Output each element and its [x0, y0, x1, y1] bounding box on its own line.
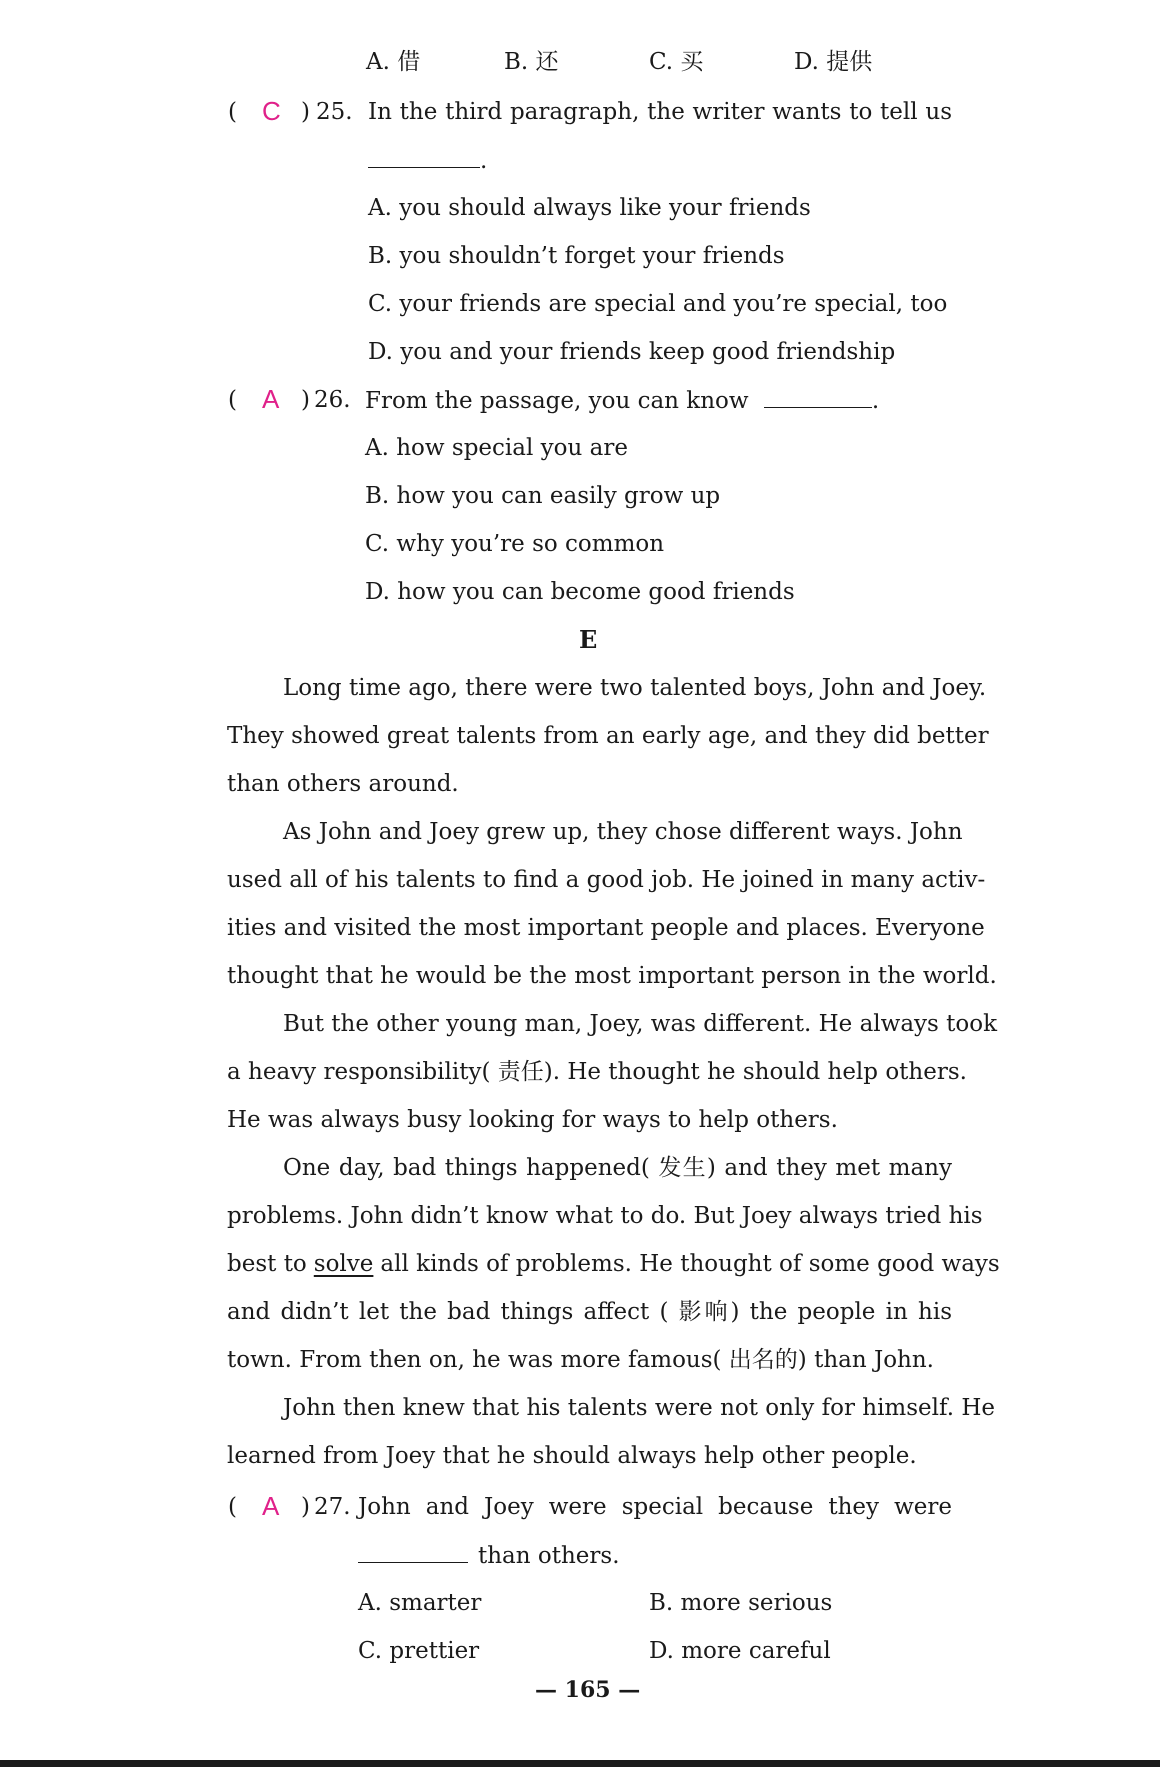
q26-stem-line — [365, 385, 879, 415]
bottom-edge-bar — [0, 1760, 1160, 1767]
passage-p1-line3: than others around. — [227, 771, 459, 797]
passage-p2-line2: used all of his talents to find a good job. He joined in many activ- — [227, 867, 986, 893]
q27-answer-blank — [358, 1540, 468, 1563]
q25-option-a: A. you should always like your friends — [368, 195, 811, 221]
q25-close-paren: ) — [301, 99, 310, 125]
passage-p2-line1: As John and Joey grew up, they chose different ways. John — [283, 819, 963, 845]
q27-option-c: C. prettier — [358, 1638, 480, 1664]
passage-p4-line4: and didn’t let the bad things affect ( 影响) the people in his — [227, 1299, 952, 1325]
q27-number: 27. — [314, 1494, 351, 1520]
passage-p4-line3 — [227, 1249, 1000, 1279]
q27-option-d: D. more careful — [649, 1638, 831, 1664]
passage-p2-line3: ities and visited the most important people and places. Everyone — [227, 915, 985, 941]
passage-p2-line4: thought that he would be the most important person in the world. — [227, 963, 997, 989]
q26-close-paren: ) — [301, 387, 310, 413]
q25-answer: C — [262, 96, 281, 126]
passage-p1-line1: Long time ago, there were two talented boys, John and Joey. — [283, 675, 987, 701]
q27-close-paren: ) — [301, 1494, 310, 1520]
q25-open-paren: ( — [228, 99, 237, 125]
q24-option-d: D. 提供 — [794, 49, 873, 75]
passage-p4-line3-before: best to — [227, 1251, 307, 1277]
q26-answer: A — [262, 384, 280, 414]
q25-blank-line — [368, 145, 487, 175]
q25-option-b: B. you shouldn’t forget your friends — [368, 243, 785, 269]
passage-p3-line2: a heavy responsibility( 责任). He thought he should help others. — [227, 1059, 967, 1085]
q25-answer-blank — [368, 145, 480, 168]
q24-option-c: C. 买 — [649, 49, 704, 75]
q26-option-a: A. how special you are — [365, 435, 628, 461]
q27-open-paren: ( — [228, 1494, 237, 1520]
q26-option-c: C. why you’re so common — [365, 531, 665, 557]
q27-answer: A — [262, 1491, 280, 1521]
q26-open-paren: ( — [228, 387, 237, 413]
q25-stem: In the third paragraph, the writer wants to tell us — [368, 99, 952, 125]
q25-option-c: C. your friends are special and you’re special, too — [368, 291, 948, 317]
q26-stem: From the passage, you can know — [365, 388, 749, 414]
q27-stem-cont: than others. — [478, 1543, 620, 1569]
q25-stem-end: . — [480, 148, 488, 174]
q26-option-d: D. how you can become good friends — [365, 579, 795, 605]
q27-option-b: B. more serious — [649, 1590, 833, 1616]
q26-stem-end: . — [871, 388, 880, 414]
passage-p3-line1: But the other young man, Joey, was different. He always took — [283, 1011, 998, 1037]
q24-option-a: A. 借 — [366, 49, 421, 75]
page-number: — 165 — — [535, 1677, 641, 1703]
q27-stem: John and Joey were special because they were — [358, 1494, 952, 1520]
q27-option-a: A. smarter — [358, 1590, 482, 1616]
passage-p4-line2: problems. John didn’t know what to do. But Joey always tried his — [227, 1203, 983, 1229]
q26-number: 26. — [314, 387, 351, 413]
passage-p4-line1: One day, bad things happened( 发生) and they met many — [283, 1155, 952, 1181]
passage-p5-line1: John then knew that his talents were not only for himself. He — [283, 1395, 996, 1421]
q26-option-b: B. how you can easily grow up — [365, 483, 721, 509]
passage-p1-line2: They showed great talents from an early age, and they did better — [227, 723, 989, 749]
q27-blank-line — [358, 1540, 620, 1570]
passage-p5-line2: learned from Joey that he should always help other people. — [227, 1443, 917, 1469]
q25-option-d: D. you and your friends keep good friendship — [368, 339, 896, 365]
underlined-word-solve: solve — [313, 1251, 374, 1277]
q26-answer-blank — [764, 385, 872, 408]
q25-number: 25. — [316, 99, 353, 125]
section-heading: E — [579, 625, 598, 654]
passage-p3-line3: He was always busy looking for ways to help others. — [227, 1107, 838, 1133]
q24-option-b: B. 还 — [504, 49, 559, 75]
passage-p4-line3-after: all kinds of problems. He thought of some good ways — [380, 1251, 1000, 1277]
passage-p4-line5: town. From then on, he was more famous( 出名的) than John. — [227, 1347, 934, 1373]
